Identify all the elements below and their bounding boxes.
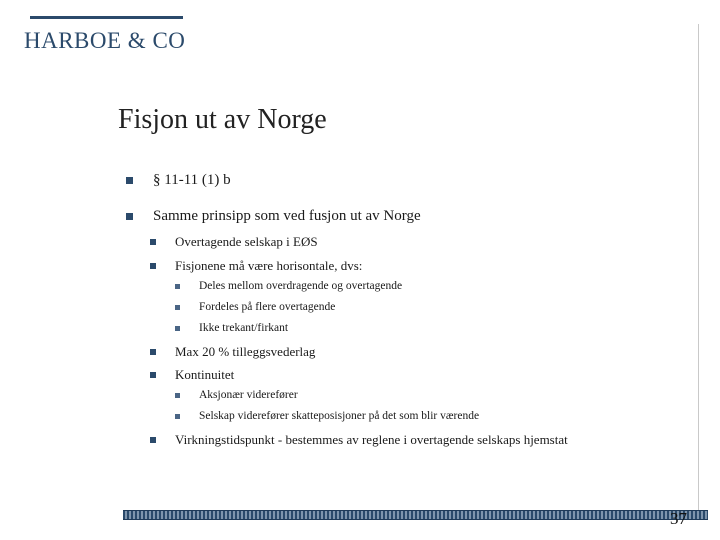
logo-bar [30, 16, 183, 19]
bullet-item [175, 322, 288, 334]
bullet-item [175, 410, 479, 422]
square-bullet-icon [150, 349, 156, 355]
bullet-item [150, 258, 362, 274]
bullet-text: Fordeles på flere overtagende [199, 301, 336, 313]
bullet-text: Selskap viderefører skatteposisjoner på det som blir værende [199, 410, 480, 422]
bullet-item [175, 301, 335, 313]
bullet-item [150, 234, 318, 250]
square-bullet-icon [150, 437, 156, 443]
bullet-text: Deles mellom overdragende og overtagende [199, 280, 403, 292]
footer-bar [123, 510, 708, 520]
square-bullet-icon [150, 239, 156, 245]
page-number: 37 [670, 509, 687, 528]
bullet-item [126, 172, 231, 189]
square-bullet-icon [175, 414, 180, 419]
bullet-text: § 11-11 (1) b [153, 172, 231, 188]
square-bullet-icon [150, 372, 156, 378]
bullet-text: Aksjonær viderefører [199, 389, 298, 401]
bullet-item [150, 432, 568, 448]
square-bullet-icon [126, 177, 133, 184]
bullet-item [150, 344, 315, 360]
bullet-text: Virkningstidspunkt - bestemmes av reglene i overtagende selskaps hjemstat [175, 432, 568, 447]
bullet-item [175, 389, 298, 401]
square-bullet-icon [175, 393, 180, 398]
company-logo: HARBOE & CO [24, 28, 186, 53]
bullet-text: Samme prinsipp som ved fusjon ut av Norge [153, 208, 421, 224]
bullet-text: Max 20 % tilleggsvederlag [175, 344, 316, 359]
square-bullet-icon [175, 305, 180, 310]
square-bullet-icon [150, 263, 156, 269]
right-rule [698, 24, 699, 514]
bullet-text: Fisjonene må være horisontale, dvs: [175, 258, 363, 273]
square-bullet-icon [175, 284, 180, 289]
bullet-item [175, 280, 402, 292]
square-bullet-icon [126, 213, 133, 220]
bullet-item [126, 208, 421, 225]
bullet-text: Ikke trekant/firkant [199, 322, 289, 334]
bullet-text: Kontinuitet [175, 367, 235, 382]
bullet-item [150, 367, 234, 383]
bullet-text: Overtagende selskap i EØS [175, 234, 318, 249]
square-bullet-icon [175, 326, 180, 331]
slide-title: Fisjon ut av Norge [118, 104, 327, 135]
